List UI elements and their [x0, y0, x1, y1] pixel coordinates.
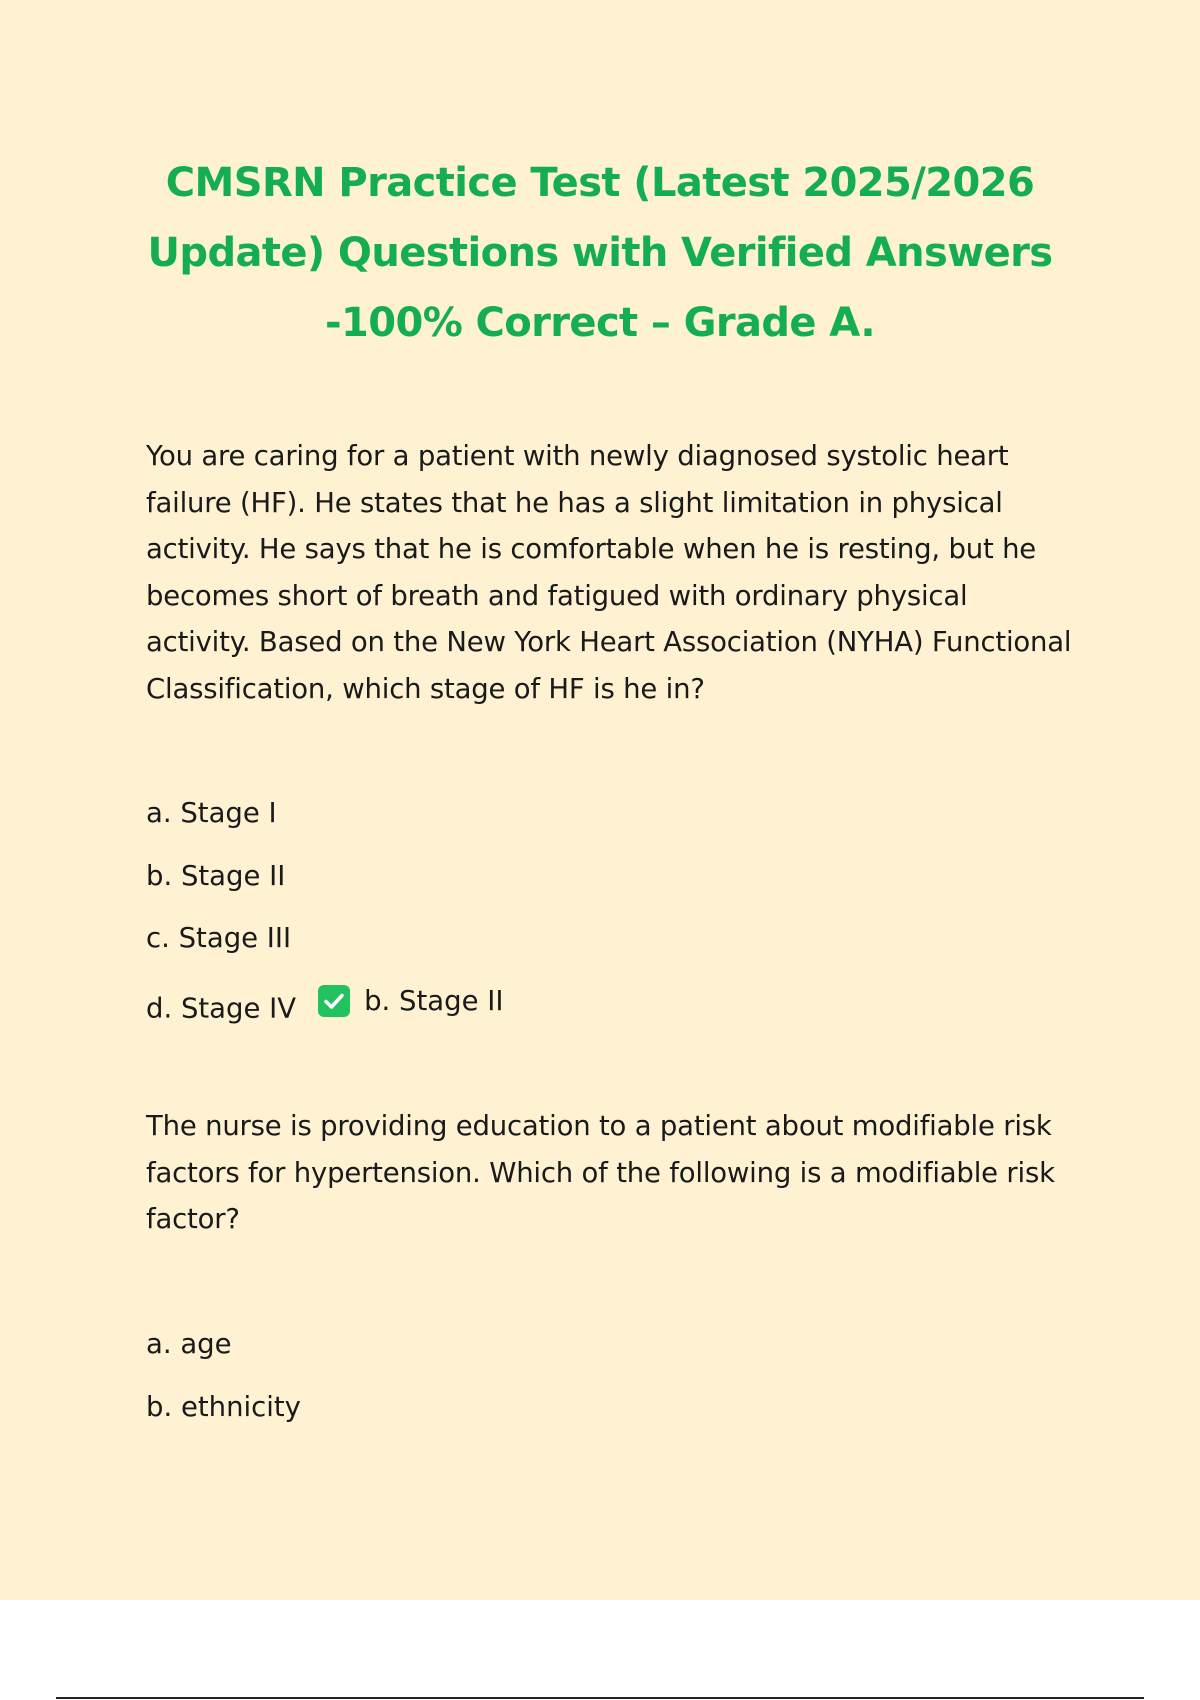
title-line: Update) Questions with Verified Answers — [147, 230, 1053, 276]
question-1-text: You are caring for a patient with newly diagnosed systolic heart failure (HF). He states that he has a slight limitation in physical activity. He says that he is comfortable when he is resting, but he becomes short of breath and fatigued with ordinary physical activity. Based on the New York Heart Association (NYHA) Functional Classification, which stage of HF is he in? — [146, 440, 1072, 705]
title-line: -100% Correct – Grade A. — [325, 300, 875, 346]
option-a: a. Stage I — [146, 797, 277, 829]
answer — [318, 970, 503, 1033]
option-d-with-answer — [146, 970, 503, 1040]
footer-divider — [56, 1697, 1144, 1699]
option-d: d. Stage IV — [146, 991, 297, 1024]
option-b: b. ethnicity — [146, 1390, 301, 1423]
option-c: c. Stage III — [146, 922, 292, 954]
option-b: b. Stage II — [146, 859, 286, 892]
document-title — [100, 148, 1100, 358]
option-a: a. age — [146, 1328, 232, 1360]
question-2-options — [146, 1313, 301, 1438]
question-1-options — [146, 782, 503, 1039]
check-mark-icon — [318, 985, 350, 1017]
answer-text: b. Stage II — [364, 984, 504, 1017]
title-line: CMSRN Practice Test (Latest 2025/2026 — [165, 160, 1035, 206]
question-2-text: The nurse is providing education to a patient about modifiable risk factors for hypertension. Which of the following is a modifiable risk factor? — [146, 1110, 1055, 1235]
